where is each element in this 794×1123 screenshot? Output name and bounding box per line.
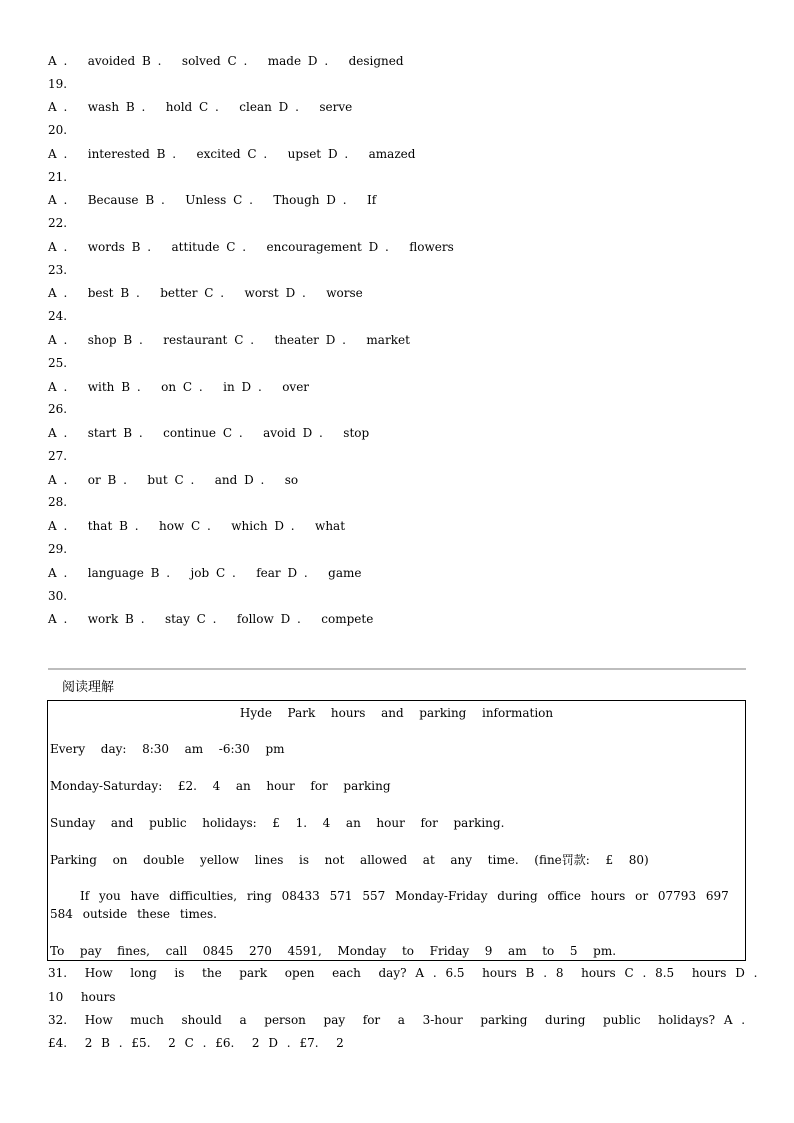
option-line-24: A . shop B . restaurant C . theater D . market [48,333,410,347]
question-number: 22. [48,216,68,230]
notice-fines: To pay fines, call 0845 270 4591, Monday to Friday 9 am to 5 pm. [50,944,617,958]
question-number: 28. [48,495,68,509]
parking-notice-box [47,700,746,961]
option-line-21: A . Because B . Unless C . Though D . If [48,193,377,207]
option-line-22: A . words B . attitude C . encouragement D . flowers [48,240,454,254]
option-line-18: A . avoided B . solved C . made D . designed [48,54,404,68]
section-label: 阅读理解 [62,680,115,695]
question-31-stem: 31. How long is the park open each day? A . 6.5 hours B . 8 hours C . 8.5 hours D . [48,966,758,980]
question-number: 29. [48,542,68,556]
option-line-30: A . work B . stay C . follow D . compete [48,612,374,626]
notice-difficulties: If you have difficulties, ring 08433 571 557 Monday-Friday during office hours or 07793 697 584 outside these times. [50,889,729,921]
question-number: 25. [48,356,68,370]
question-32-stem: 32. How much should a person pay for a 3-hour parking during public holidays? A . [48,1013,746,1027]
section-divider [48,668,746,670]
option-line-23: A . best B . better C . worst D . worse [48,286,363,300]
question-number: 27. [48,449,68,463]
notice-mon-sat: Monday-Saturday: £2. 4 an hour for parking [50,779,391,793]
option-line-19: A . wash B . hold C . clean D . serve [48,100,353,114]
question-31-options: 10 hours [48,990,116,1004]
notice-title: Hyde Park hours and parking information [239,706,554,720]
notice-sunday: Sunday and public holidays: £ 1. 4 an hour for parking. [50,816,505,830]
question-number: 23. [48,263,68,277]
option-line-27: A . or B . but C . and D . so [48,473,299,487]
notice-every-day: Every day: 8:30 am -6:30 pm [50,742,285,756]
option-line-25: A . with B . on C . in D . over [48,380,310,394]
question-number: 21. [48,170,68,184]
option-line-20: A . interested B . excited C . upset D . amazed [48,147,416,161]
question-number: 19. [48,77,68,91]
option-line-28: A . that B . how C . which D . what [48,519,346,533]
question-32-options: £4. 2 B . £5. 2 C . £6. 2 D . £7. 2 [48,1036,344,1050]
question-number: 30. [48,589,68,603]
question-number: 26. [48,402,68,416]
option-line-29: A . language B . job C . fear D . game [48,566,362,580]
question-number: 20. [48,123,68,137]
option-line-26: A . start B . continue C . avoid D . stop [48,426,370,440]
question-number: 24. [48,309,68,323]
notice-yellow-lines: Parking on double yellow lines is not allowed at any time. (fine罚款: £ 80) [50,853,649,867]
